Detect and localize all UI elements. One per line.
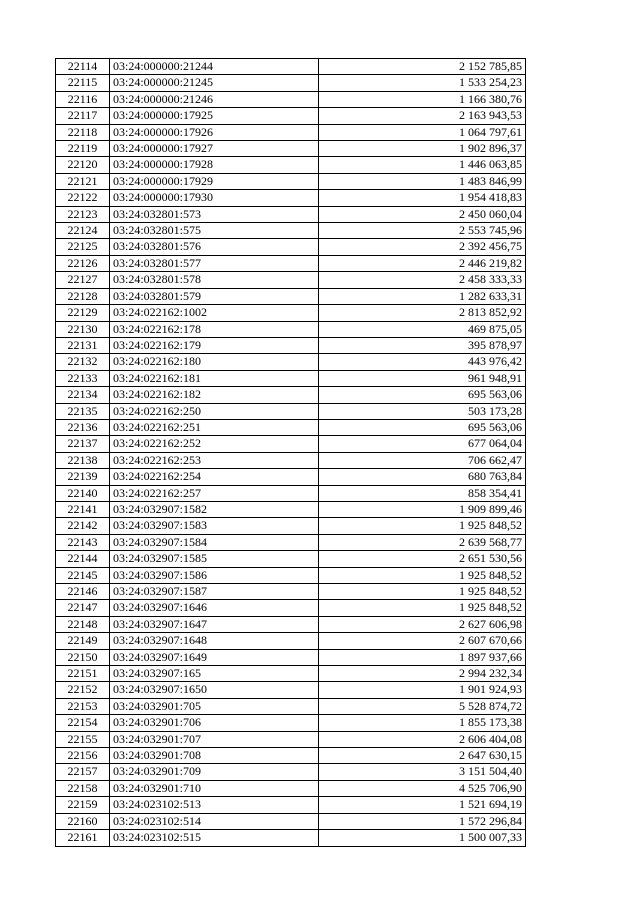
- row-number-cell: 22131: [56, 337, 110, 353]
- table-row: [56, 600, 526, 616]
- cadastral-number-cell: 03:24:022162:178: [110, 321, 319, 337]
- cadastral-value-cell: 1 909 899,46: [319, 501, 526, 517]
- row-number-cell: 22142: [56, 518, 110, 534]
- cadastral-number-cell: 03:24:032901:705: [110, 698, 319, 714]
- cadastral-value-cell: 1 483 846,99: [319, 173, 526, 189]
- table-row: [56, 518, 526, 534]
- table-row: [56, 830, 526, 846]
- cadastral-number-cell: 03:24:032801:579: [110, 288, 319, 304]
- row-number-cell: 22136: [56, 419, 110, 435]
- table-row: [56, 682, 526, 698]
- cadastral-number-cell: 03:24:000000:17925: [110, 108, 319, 124]
- table-row: [56, 780, 526, 796]
- row-number-cell: 22114: [56, 59, 110, 75]
- row-number-cell: 22158: [56, 780, 110, 796]
- cadastral-value-cell: 1 925 848,52: [319, 584, 526, 600]
- cadastral-number-cell: 03:24:022162:180: [110, 354, 319, 370]
- row-number-cell: 22138: [56, 452, 110, 468]
- cadastral-number-cell: 03:24:022162:179: [110, 337, 319, 353]
- cadastral-number-cell: 03:24:032901:707: [110, 731, 319, 747]
- table-row: [56, 501, 526, 517]
- cadastral-value-cell: 1 064 797,61: [319, 124, 526, 140]
- row-number-cell: 22151: [56, 666, 110, 682]
- table-row: [56, 206, 526, 222]
- cadastral-value-cell: 2 163 943,53: [319, 108, 526, 124]
- table-row: [56, 633, 526, 649]
- cadastral-number-cell: 03:24:000000:17930: [110, 190, 319, 206]
- table-row: [56, 584, 526, 600]
- row-number-cell: 22146: [56, 584, 110, 600]
- row-number-cell: 22129: [56, 305, 110, 321]
- cadastral-value-cell: 1 521 694,19: [319, 797, 526, 813]
- row-number-cell: 22128: [56, 288, 110, 304]
- row-number-cell: 22116: [56, 91, 110, 107]
- table-row: [56, 715, 526, 731]
- cadastral-value-cell: 961 948,91: [319, 370, 526, 386]
- table-row: [56, 223, 526, 239]
- row-number-cell: 22145: [56, 567, 110, 583]
- cadastral-number-cell: 03:24:032907:165: [110, 666, 319, 682]
- cadastral-value-cell: 2 152 785,85: [319, 59, 526, 75]
- cadastral-number-cell: 03:24:022162:250: [110, 403, 319, 419]
- table-row: [56, 403, 526, 419]
- cadastral-value-cell: 1 901 924,93: [319, 682, 526, 698]
- row-number-cell: 22156: [56, 748, 110, 764]
- cadastral-number-cell: 03:24:032801:578: [110, 272, 319, 288]
- cadastral-value-cell: 1 282 633,31: [319, 288, 526, 304]
- table-row: [56, 485, 526, 501]
- table-row: [56, 305, 526, 321]
- table-row: [56, 764, 526, 780]
- table-body: [56, 59, 526, 847]
- cadastral-number-cell: 03:24:022162:257: [110, 485, 319, 501]
- row-number-cell: 22152: [56, 682, 110, 698]
- row-number-cell: 22147: [56, 600, 110, 616]
- row-number-cell: 22141: [56, 501, 110, 517]
- row-number-cell: 22119: [56, 141, 110, 157]
- cadastral-value-cell: 1 446 063,85: [319, 157, 526, 173]
- row-number-cell: 22121: [56, 173, 110, 189]
- cadastral-number-cell: 03:24:000000:17929: [110, 173, 319, 189]
- row-number-cell: 22124: [56, 223, 110, 239]
- table-row: [56, 354, 526, 370]
- cadastral-value-cell: 2 450 060,04: [319, 206, 526, 222]
- cadastral-number-cell: 03:24:032907:1586: [110, 567, 319, 583]
- cadastral-value-cell: 4 525 706,90: [319, 780, 526, 796]
- cadastral-value-cell: 677 064,04: [319, 436, 526, 452]
- cadastral-number-cell: 03:24:032801:577: [110, 255, 319, 271]
- table-row: [56, 698, 526, 714]
- cadastral-number-cell: 03:24:032801:576: [110, 239, 319, 255]
- row-number-cell: 22143: [56, 534, 110, 550]
- cadastral-number-cell: 03:24:032907:1649: [110, 649, 319, 665]
- cadastral-value-cell: 2 606 404,08: [319, 731, 526, 747]
- cadastral-number-cell: 03:24:032907:1583: [110, 518, 319, 534]
- cadastral-number-cell: 03:24:022162:1002: [110, 305, 319, 321]
- cadastral-value-cell: 2 392 456,75: [319, 239, 526, 255]
- row-number-cell: 22153: [56, 698, 110, 714]
- cadastral-value-cell: 1 925 848,52: [319, 567, 526, 583]
- row-number-cell: 22117: [56, 108, 110, 124]
- cadastral-value-table: [55, 58, 526, 847]
- cadastral-number-cell: 03:24:022162:254: [110, 469, 319, 485]
- row-number-cell: 22134: [56, 387, 110, 403]
- row-number-cell: 22127: [56, 272, 110, 288]
- cadastral-value-cell: 1 902 896,37: [319, 141, 526, 157]
- cadastral-value-cell: 706 662,47: [319, 452, 526, 468]
- cadastral-value-cell: 2 627 606,98: [319, 616, 526, 632]
- cadastral-value-cell: 2 994 232,34: [319, 666, 526, 682]
- row-number-cell: 22130: [56, 321, 110, 337]
- row-number-cell: 22159: [56, 797, 110, 813]
- cadastral-number-cell: 03:24:032801:575: [110, 223, 319, 239]
- table-row: [56, 370, 526, 386]
- cadastral-number-cell: 03:24:000000:21245: [110, 75, 319, 91]
- cadastral-number-cell: 03:24:023102:513: [110, 797, 319, 813]
- table-row: [56, 731, 526, 747]
- table-row: [56, 239, 526, 255]
- row-number-cell: 22122: [56, 190, 110, 206]
- cadastral-number-cell: 03:24:022162:181: [110, 370, 319, 386]
- cadastral-value-cell: 680 763,84: [319, 469, 526, 485]
- cadastral-number-cell: 03:24:000000:21246: [110, 91, 319, 107]
- cadastral-value-cell: 5 528 874,72: [319, 698, 526, 714]
- cadastral-number-cell: 03:24:023102:515: [110, 830, 319, 846]
- cadastral-value-cell: 1 954 418,83: [319, 190, 526, 206]
- row-number-cell: 22140: [56, 485, 110, 501]
- row-number-cell: 22155: [56, 731, 110, 747]
- table-row: [56, 173, 526, 189]
- cadastral-number-cell: 03:24:032907:1647: [110, 616, 319, 632]
- table-row: [56, 255, 526, 271]
- cadastral-value-cell: 2 446 219,82: [319, 255, 526, 271]
- cadastral-number-cell: 03:24:022162:252: [110, 436, 319, 452]
- cadastral-number-cell: 03:24:022162:253: [110, 452, 319, 468]
- row-number-cell: 22148: [56, 616, 110, 632]
- table-row: [56, 124, 526, 140]
- table-row: [56, 272, 526, 288]
- table-row: [56, 551, 526, 567]
- cadastral-value-cell: 1 166 380,76: [319, 91, 526, 107]
- cadastral-value-cell: 1 897 937,66: [319, 649, 526, 665]
- row-number-cell: 22135: [56, 403, 110, 419]
- table-row: [56, 59, 526, 75]
- row-number-cell: 22154: [56, 715, 110, 731]
- row-number-cell: 22139: [56, 469, 110, 485]
- row-number-cell: 22126: [56, 255, 110, 271]
- cadastral-number-cell: 03:24:022162:182: [110, 387, 319, 403]
- table-row: [56, 469, 526, 485]
- cadastral-value-cell: 695 563,06: [319, 419, 526, 435]
- cadastral-value-cell: 2 639 568,77: [319, 534, 526, 550]
- row-number-cell: 22123: [56, 206, 110, 222]
- table-row: [56, 75, 526, 91]
- cadastral-value-cell: 2 553 745,96: [319, 223, 526, 239]
- cadastral-number-cell: 03:24:000000:17928: [110, 157, 319, 173]
- cadastral-number-cell: 03:24:023102:514: [110, 813, 319, 829]
- cadastral-value-cell: 395 878,97: [319, 337, 526, 353]
- cadastral-number-cell: 03:24:032907:1650: [110, 682, 319, 698]
- cadastral-value-cell: 1 572 296,84: [319, 813, 526, 829]
- cadastral-value-cell: 1 533 254,23: [319, 75, 526, 91]
- cadastral-number-cell: 03:24:032907:1648: [110, 633, 319, 649]
- cadastral-number-cell: 03:24:022162:251: [110, 419, 319, 435]
- cadastral-number-cell: 03:24:032901:708: [110, 748, 319, 764]
- cadastral-value-cell: 1 925 848,52: [319, 600, 526, 616]
- cadastral-value-cell: 1 500 007,33: [319, 830, 526, 846]
- table-row: [56, 666, 526, 682]
- cadastral-number-cell: 03:24:032907:1585: [110, 551, 319, 567]
- cadastral-number-cell: 03:24:032907:1584: [110, 534, 319, 550]
- table-row: [56, 436, 526, 452]
- cadastral-number-cell: 03:24:032907:1582: [110, 501, 319, 517]
- table-row: [56, 797, 526, 813]
- row-number-cell: 22150: [56, 649, 110, 665]
- row-number-cell: 22137: [56, 436, 110, 452]
- table-row: [56, 190, 526, 206]
- row-number-cell: 22125: [56, 239, 110, 255]
- row-number-cell: 22144: [56, 551, 110, 567]
- cadastral-value-cell: 2 458 333,33: [319, 272, 526, 288]
- table-row: [56, 616, 526, 632]
- cadastral-number-cell: 03:24:000000:21244: [110, 59, 319, 75]
- row-number-cell: 22157: [56, 764, 110, 780]
- row-number-cell: 22115: [56, 75, 110, 91]
- cadastral-value-cell: 469 875,05: [319, 321, 526, 337]
- cadastral-value-cell: 503 173,28: [319, 403, 526, 419]
- row-number-cell: 22120: [56, 157, 110, 173]
- cadastral-number-cell: 03:24:032901:706: [110, 715, 319, 731]
- cadastral-value-cell: 1 855 173,38: [319, 715, 526, 731]
- cadastral-value-cell: 443 976,42: [319, 354, 526, 370]
- cadastral-number-cell: 03:24:000000:17926: [110, 124, 319, 140]
- cadastral-number-cell: 03:24:032907:1587: [110, 584, 319, 600]
- cadastral-value-cell: 2 607 670,66: [319, 633, 526, 649]
- cadastral-value-cell: 2 647 630,15: [319, 748, 526, 764]
- cadastral-value-cell: 2 813 852,92: [319, 305, 526, 321]
- cadastral-value-cell: 1 925 848,52: [319, 518, 526, 534]
- cadastral-value-cell: 858 354,41: [319, 485, 526, 501]
- row-number-cell: 22161: [56, 830, 110, 846]
- table-row: [56, 91, 526, 107]
- row-number-cell: 22149: [56, 633, 110, 649]
- row-number-cell: 22133: [56, 370, 110, 386]
- table-row: [56, 157, 526, 173]
- row-number-cell: 22132: [56, 354, 110, 370]
- cadastral-number-cell: 03:24:000000:17927: [110, 141, 319, 157]
- table-row: [56, 108, 526, 124]
- cadastral-number-cell: 03:24:032901:710: [110, 780, 319, 796]
- cadastral-value-cell: 3 151 504,40: [319, 764, 526, 780]
- cadastral-number-cell: 03:24:032801:573: [110, 206, 319, 222]
- cadastral-value-cell: 2 651 530,56: [319, 551, 526, 567]
- table-row: [56, 337, 526, 353]
- row-number-cell: 22118: [56, 124, 110, 140]
- table-row: [56, 141, 526, 157]
- table-row: [56, 452, 526, 468]
- table-row: [56, 288, 526, 304]
- table-row: [56, 649, 526, 665]
- table-row: [56, 748, 526, 764]
- cadastral-value-cell: 695 563,06: [319, 387, 526, 403]
- row-number-cell: 22160: [56, 813, 110, 829]
- cadastral-number-cell: 03:24:032907:1646: [110, 600, 319, 616]
- table-row: [56, 387, 526, 403]
- table-row: [56, 567, 526, 583]
- cadastral-number-cell: 03:24:032901:709: [110, 764, 319, 780]
- table-row: [56, 321, 526, 337]
- table-row: [56, 419, 526, 435]
- table-row: [56, 534, 526, 550]
- table-row: [56, 813, 526, 829]
